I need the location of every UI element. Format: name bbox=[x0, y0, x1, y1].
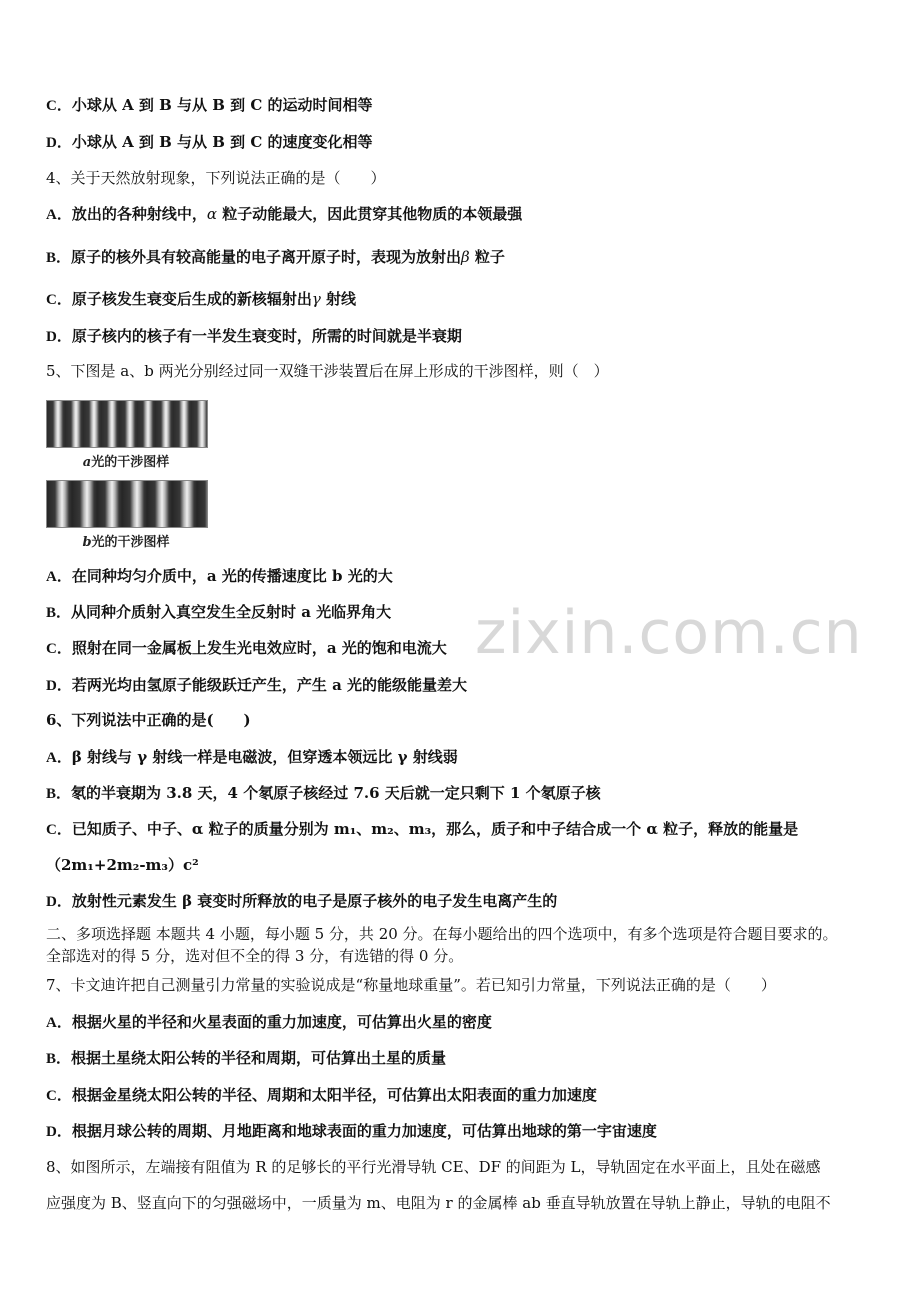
q7-option-b: B．根据土星绕太阳公转的半径和周期，可估算出土星的质量 bbox=[46, 1049, 447, 1067]
q7-option-d: D．根据月球公转的周期、月地距离和地球表面的重力加速度，可估算出地球的第一宇宙速度 bbox=[46, 1122, 657, 1140]
watermark: zixin.com.cn bbox=[475, 598, 863, 668]
q6-option-c-formula: （2m₁+2m₂-m₃）c² bbox=[46, 856, 199, 874]
section2-instructions-line2: 全部选对的得 5 分，选对但不全的得 3 分，有选错的得 0 分。 bbox=[46, 947, 464, 965]
section2-instructions-line1: 二、多项选择题 本题共 4 小题，每小题 5 分，共 20 分。在每小题给出的四个选项中，有多个选项是符合题目要求的。 bbox=[46, 925, 838, 943]
q5-option-c: C．照射在同一金属板上发生光电效应时，a 光的饱和电流大 bbox=[46, 639, 447, 657]
q6-option-b: B．氡的半衰期为 3.8 天，4 个氡原子核经过 7.6 天后就一定只剩下 1 个氡原子核 bbox=[46, 784, 601, 802]
figure-b-interference bbox=[46, 480, 208, 550]
q6-option-d: D．放射性元素发生 β 衰变时所释放的电子是原子核外的电子发生电离产生的 bbox=[46, 892, 558, 910]
q4-option-c: C．原子核发生衰变后生成的新核辐射出γ 射线 bbox=[46, 290, 357, 308]
q7-option-a: A．根据火星的半径和火星表面的重力加速度，可估算出火星的密度 bbox=[46, 1013, 492, 1031]
q6-option-c: C．已知质子、中子、α 粒子的质量分别为 m₁、m₂、m₃，那么，质子和中子结合成一个 α 粒子，释放的能量是 bbox=[46, 820, 799, 838]
interference-pattern-b bbox=[46, 480, 208, 528]
q8-stem-line2: 应强度为 B、竖直向下的匀强磁场中，一质量为 m、电阻为 r 的金属棒 ab 垂直导轨放置在导轨上静止，导轨的电阻不 bbox=[46, 1194, 831, 1212]
q4-option-a: A．放出的各种射线中，α 粒子动能最大，因此贯穿其他物质的本领最强 bbox=[46, 205, 523, 223]
q4-option-d: D．原子核内的核子有一半发生衰变时，所需的时间就是半衰期 bbox=[46, 327, 462, 345]
q5-option-d: D．若两光均由氢原子能级跃迁产生，产生 a 光的能级能量差大 bbox=[46, 676, 468, 694]
figure-b-caption: b光的干涉图样 bbox=[82, 535, 170, 550]
q6-option-a: A．β 射线与 γ 射线一样是电磁波，但穿透本领远比 γ 射线弱 bbox=[46, 748, 458, 766]
figure-a-caption: a光的干涉图样 bbox=[82, 455, 170, 470]
q4-option-b: B．原子的核外具有较高能量的电子离开原子时，表现为放射出β 粒子 bbox=[46, 248, 505, 266]
q3-option-c: C．小球从 A 到 B 与从 B 到 C 的运动时间相等 bbox=[46, 96, 373, 114]
q6-stem: 6、下列说法中正确的是( ) bbox=[46, 711, 251, 729]
q5-option-b: B．从同种介质射入真空发生全反射时 a 光临界角大 bbox=[46, 603, 392, 621]
q8-stem-line1: 8、如图所示，左端接有阻值为 R 的足够长的平行光滑导轨 CE、DF 的间距为 L，导轨固定在水平面上，且处在磁感 bbox=[46, 1158, 821, 1176]
figure-a-interference bbox=[46, 400, 208, 470]
q7-option-c: C．根据金星绕太阳公转的半径、周期和太阳半径，可估算出太阳表面的重力加速度 bbox=[46, 1086, 597, 1104]
q5-option-a: A．在同种均匀介质中，a 光的传播速度比 b 光的大 bbox=[46, 567, 393, 585]
interference-pattern-a bbox=[46, 400, 208, 448]
q4-stem: 4、关于天然放射现象，下列说法正确的是（ ） bbox=[46, 169, 386, 187]
q3-option-d: D．小球从 A 到 B 与从 B 到 C 的速度变化相等 bbox=[46, 133, 373, 151]
q7-stem: 7、卡文迪许把自己测量引力常量的实验说成是“称量地球重量”。若已知引力常量，下列说法正确的是（ ） bbox=[46, 976, 776, 994]
q5-stem: 5、下图是 a、b 两光分别经过同一双缝干涉装置后在屏上形成的干涉图样，则（ ） bbox=[46, 362, 609, 380]
